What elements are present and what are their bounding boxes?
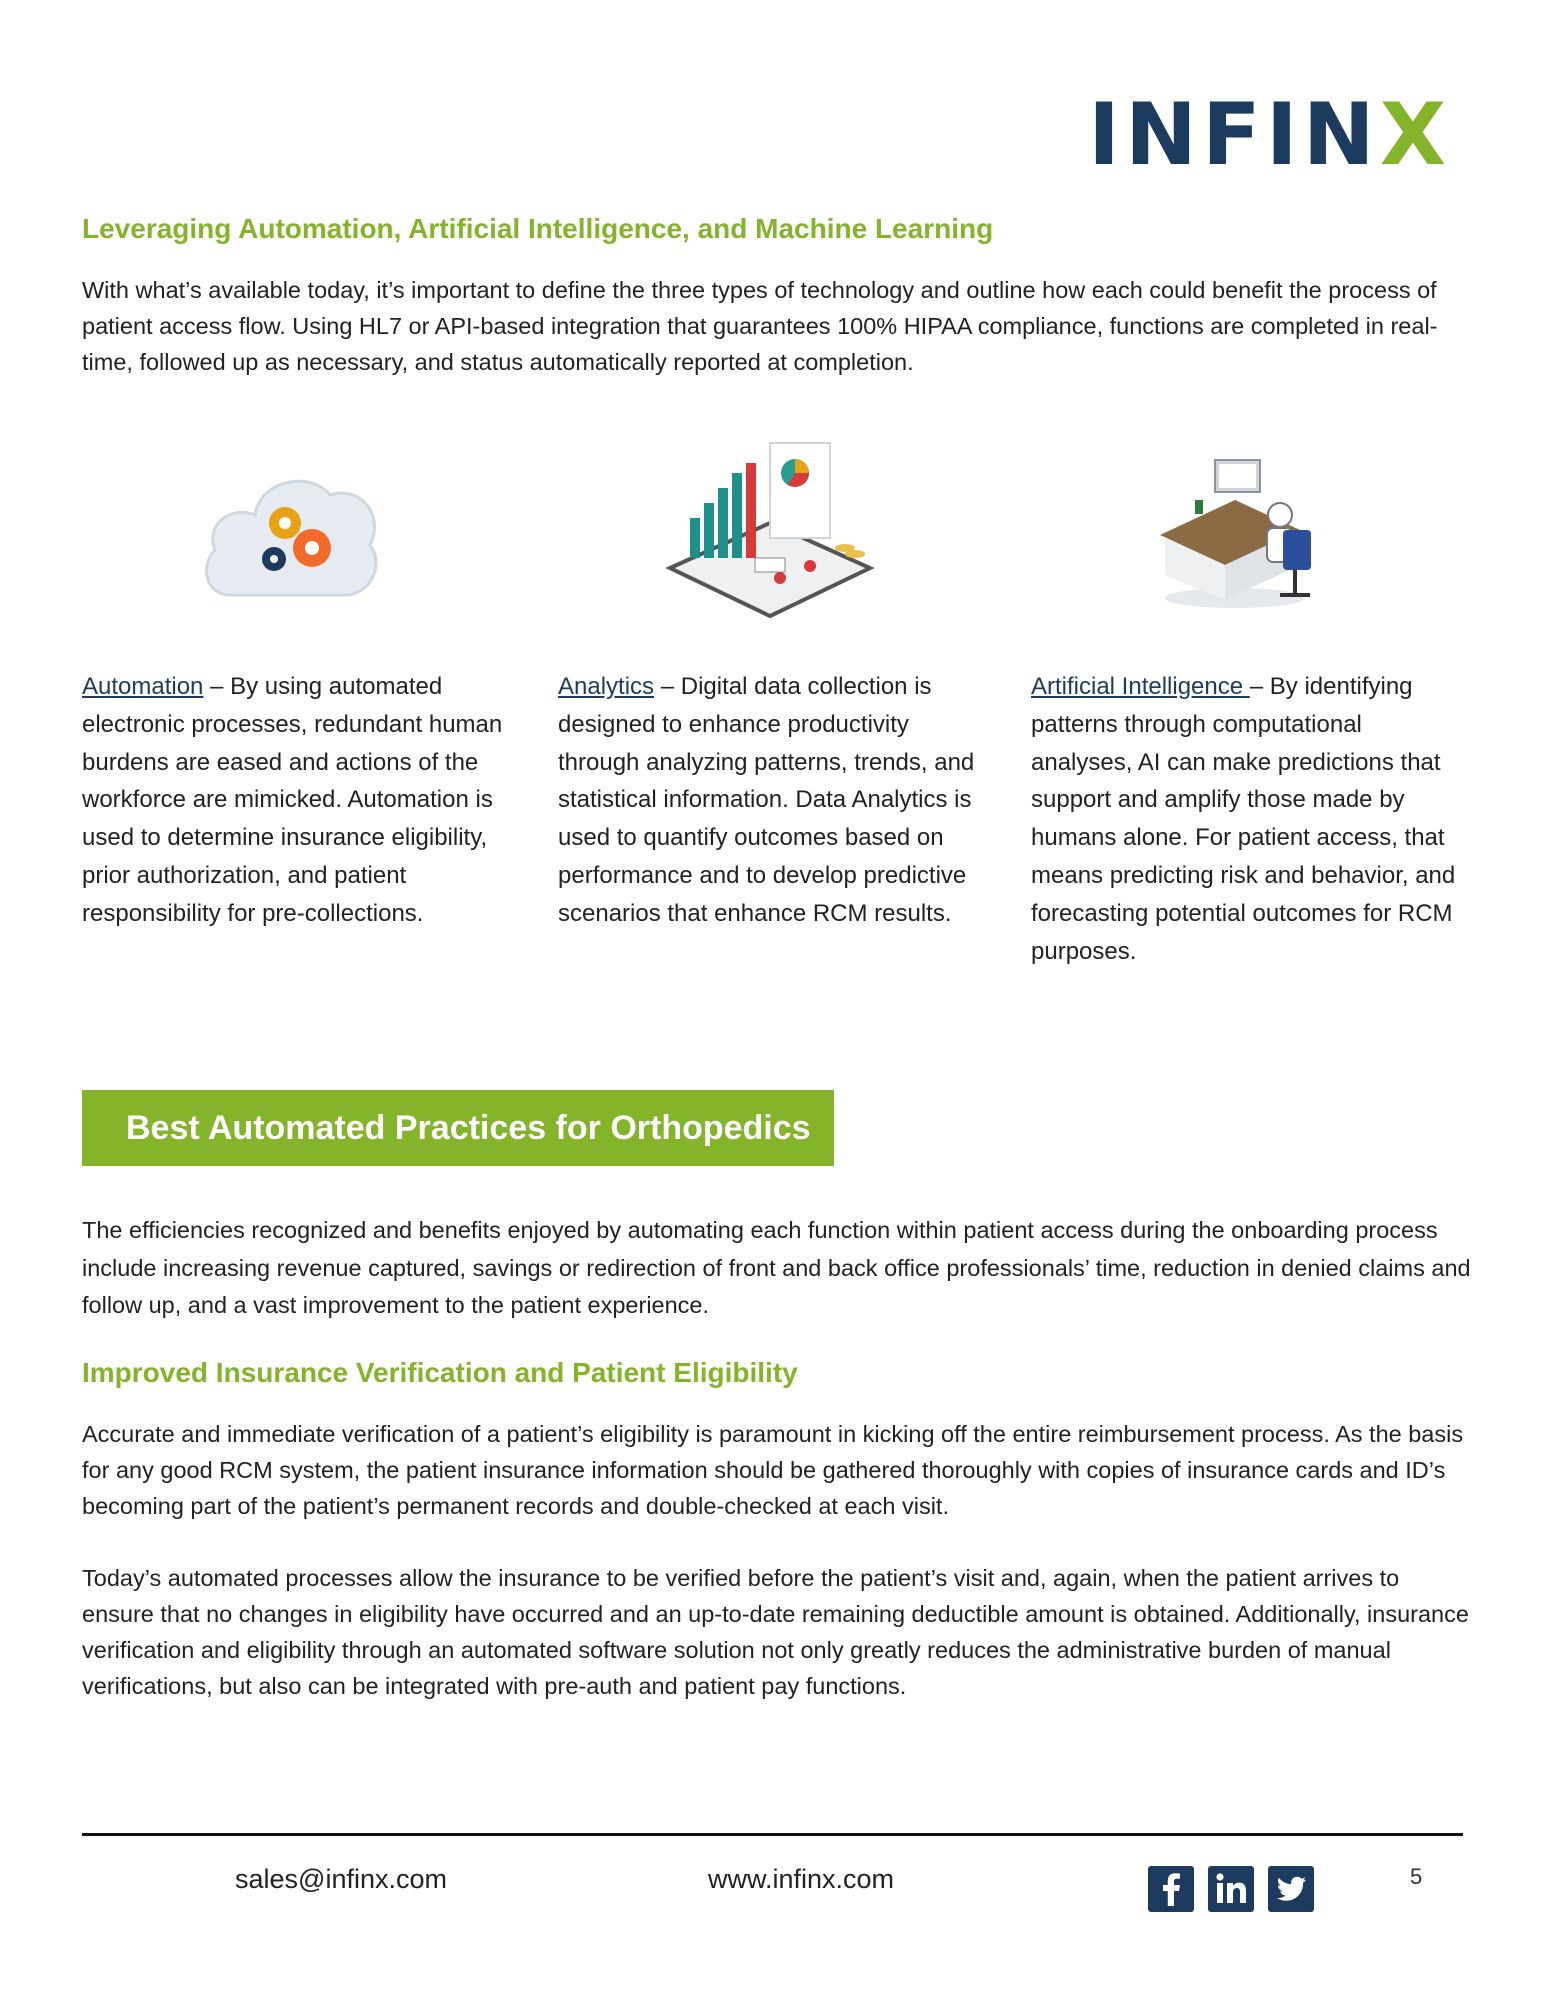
verification-paragraph-2: Today’s automated processes allow the insurance to be verified before the patient’s visit and, again, when the patient arrives to ensure that no changes in eligibility have occurred and an up-to-date remaining deductible amount is obtained. Additionally, insurance verification and eligibility through an automated software solution not only greatly reduces the administrative burden of manual verifications, but also can be integrated with pre-auth and patient pay functions. xyxy=(82,1565,1469,1699)
analytics-link[interactable]: Analytics xyxy=(558,673,655,700)
twitter-icon[interactable] xyxy=(1268,1866,1314,1912)
footer-email[interactable]: sales@infinx.com xyxy=(235,1864,447,1894)
infinx-logo xyxy=(1088,85,1452,185)
section-heading-insurance: Improved Insurance Verification and Patient Eligibility xyxy=(82,1357,798,1388)
logo-main: INFIN xyxy=(1088,85,1380,185)
verification-paragraph-1: Accurate and immediate verification of a patient’s eligibility is paramount in kicking off the entire reimbursement process. As the basis for any good RCM system, the patient insurance information should be gathered thoroughly with copies of insurance cards and ID’s becoming part of the patient’s permanent records and double-checked at each visit. xyxy=(82,1421,1464,1519)
robot-desk-illustration xyxy=(1155,450,1335,610)
column-ai xyxy=(1031,668,1461,970)
facebook-icon[interactable] xyxy=(1148,1866,1194,1912)
efficiencies-paragraph: The efficiencies recognized and benefits enjoyed by automating each function within patient access during the onboarding process include increasing revenue captured, savings or redirection of front and back office professionals’ time, reduction in denied claims and follow up, and a vast improvement to the patient experience. xyxy=(82,1217,1471,1318)
section-heading-automation: Leveraging Automation, Artificial Intelligence, and Machine Learning xyxy=(82,213,994,244)
automation-description: – By using automated electronic processes, redundant human burdens are eased and actions of the workforce are mimicked. Automation is used to determine insurance eligibility, prior authorization, and patient responsibility for pre-collections. xyxy=(82,673,503,927)
cloud-gears-icon xyxy=(200,455,380,605)
page-number: 5 xyxy=(1410,1864,1423,1889)
analytics-illustration xyxy=(660,438,880,623)
logo-accent: X xyxy=(1379,85,1452,185)
footer-divider xyxy=(82,1833,1463,1836)
intro-paragraph: With what’s available today, it’s important to define the three types of technology and outline how each could benefit the process of patient access flow. Using HL7 or API-based integration that guarantees 100% HIPAA compliance, functions are completed in real-time, followed up as necessary, and status automatically reported at completion. xyxy=(82,277,1438,375)
section-banner: Best Automated Practices for Orthopedics xyxy=(82,1090,834,1166)
ai-link[interactable]: Artificial Intelligence xyxy=(1031,673,1250,700)
column-analytics xyxy=(558,668,988,933)
column-automation xyxy=(82,668,522,933)
footer-website[interactable]: www.infinx.com xyxy=(708,1864,895,1894)
analytics-description: – Digital data collection is designed to enhance productivity through analyzing patterns, trends, and statistical information. Data Analytics is used to quantify outcomes based on performance and to develop predictive scenarios that enhance RCM results. xyxy=(558,673,975,927)
ai-description: – By identifying patterns through computational analyses, AI can make predictions that support and amplify those made by humans alone. For patient access, that means predicting risk and behavior, and forecasting potential outcomes for RCM purposes. xyxy=(1031,673,1456,965)
automation-link[interactable]: Automation xyxy=(82,673,204,700)
linkedin-icon[interactable] xyxy=(1208,1866,1254,1912)
